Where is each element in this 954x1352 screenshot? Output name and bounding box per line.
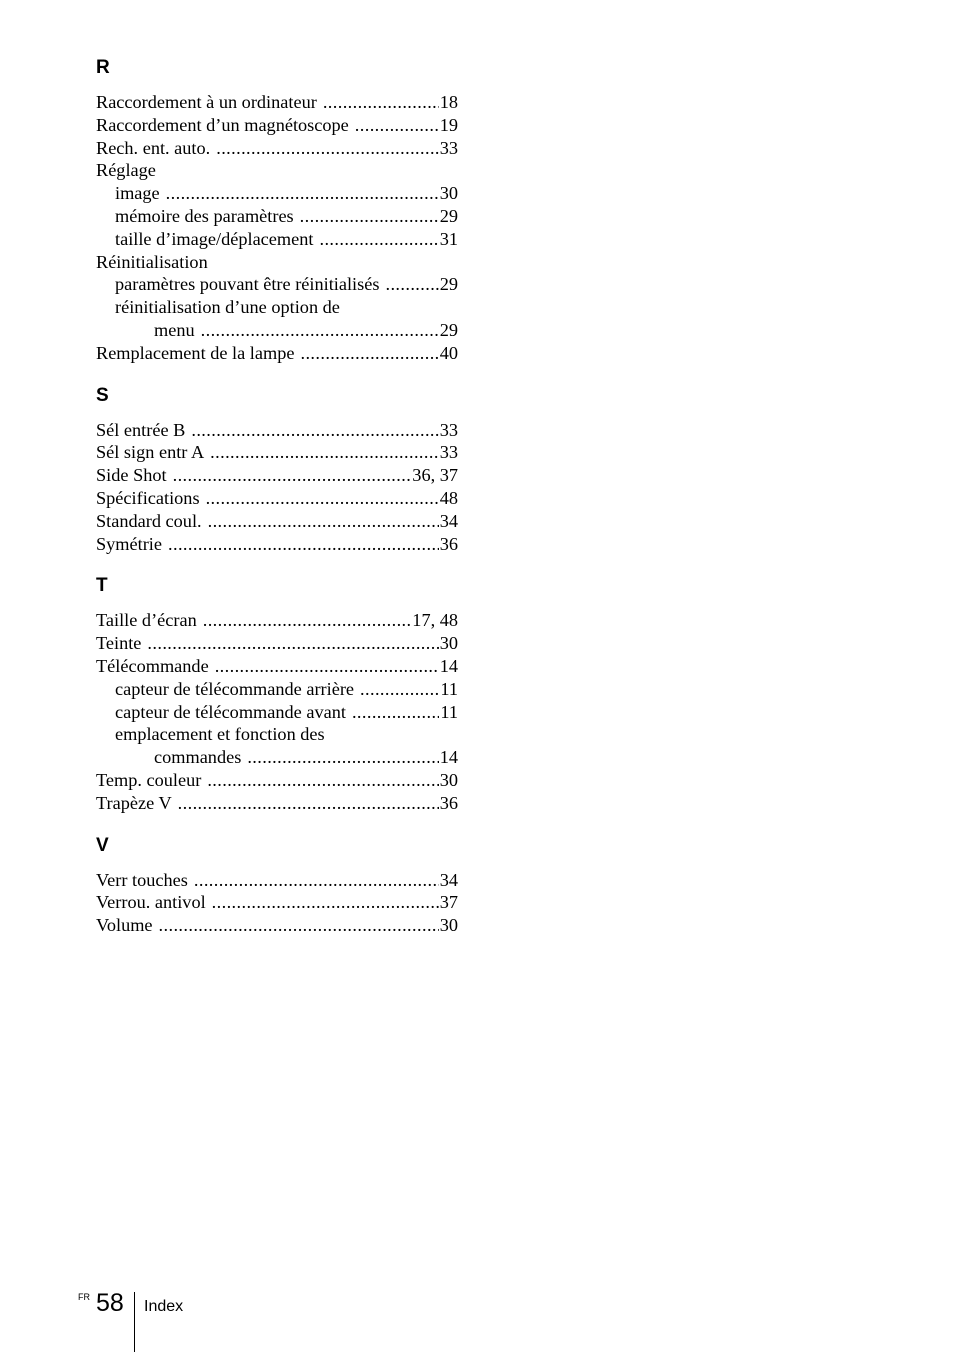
entry-label: Temp. couleur <box>96 769 202 790</box>
entry-page-number: 17, 48 <box>412 610 458 631</box>
index-entry <box>96 114 458 137</box>
entry-label: Raccordement à un ordinateur <box>96 92 317 112</box>
index-entry <box>96 792 458 815</box>
entry-label: Volume <box>96 915 153 936</box>
index-entry <box>96 251 458 274</box>
section-entries <box>96 419 458 556</box>
footer-section-name: Index <box>144 1298 184 1315</box>
index-entry <box>96 678 458 701</box>
dot-leader <box>173 464 412 487</box>
section-entries <box>96 609 458 814</box>
entry-label: Rech. ent. auto. <box>96 137 211 158</box>
entry-page-number: 11 <box>440 678 458 699</box>
index-entry <box>96 205 458 228</box>
dot-leader <box>208 510 439 533</box>
entry-label: réinitialisation d’une option de <box>115 297 340 318</box>
entry-label: Sél sign entr A <box>96 442 205 463</box>
entry-page-number: 40 <box>439 342 458 363</box>
index-entry <box>96 655 458 678</box>
entry-page-number: 14 <box>439 655 458 676</box>
entry-label: capteur de télécommande avant <box>115 701 346 722</box>
dot-leader <box>212 891 439 914</box>
entry-page-number: 30 <box>439 633 458 654</box>
dot-leader <box>216 137 438 160</box>
index-entry <box>96 464 458 487</box>
entry-label: Side Shot <box>96 465 167 486</box>
index-section-s <box>96 384 458 556</box>
index-entry <box>96 137 458 160</box>
index-entry <box>96 342 458 365</box>
entry-label: Réglage <box>96 160 156 181</box>
index-entry <box>96 746 458 769</box>
entry-page-number: 36 <box>439 533 458 554</box>
entry-label: Verrou. antivol <box>96 892 206 913</box>
dot-leader <box>210 441 439 464</box>
entry-label: image <box>115 183 160 204</box>
dot-leader <box>194 869 439 892</box>
dot-leader <box>203 609 412 632</box>
index-entry <box>96 228 458 251</box>
dot-leader <box>385 273 438 296</box>
entry-label: Symétrie <box>96 533 163 554</box>
entry-label: Raccordement d’un magnétoscope <box>96 114 349 135</box>
entry-label: Sél entrée B <box>96 419 186 440</box>
entry-page-number: 33 <box>439 419 458 440</box>
dot-leader <box>300 205 439 228</box>
index-section-t <box>96 574 458 814</box>
index-section-r <box>96 56 458 365</box>
entry-page-number: 33 <box>439 137 458 158</box>
index-column <box>96 56 458 956</box>
language-code: FR <box>78 1292 90 1302</box>
dot-leader <box>147 632 438 655</box>
index-entry <box>96 319 458 342</box>
entry-page-number: 18 <box>439 92 458 112</box>
section-letter: S <box>96 384 109 406</box>
entry-page-number: 48 <box>439 487 458 508</box>
entry-label: Spécifications <box>96 487 200 508</box>
index-entry <box>96 487 458 510</box>
dot-leader <box>300 342 438 365</box>
index-entry <box>96 159 458 182</box>
index-entry <box>96 91 458 114</box>
dot-leader <box>178 792 439 815</box>
entry-label: paramètres pouvant être réinitialisés <box>115 274 380 295</box>
index-entry <box>96 632 458 655</box>
entry-label: Taille d’écran <box>96 610 197 631</box>
entry-page-number: 36 <box>439 792 458 813</box>
dot-leader <box>159 914 439 937</box>
entry-label: commandes <box>154 747 242 768</box>
dot-leader <box>191 419 438 442</box>
entry-page-number: 29 <box>439 319 458 340</box>
index-entry <box>96 533 458 556</box>
entry-label: Standard coul. <box>96 510 202 531</box>
section-letter: T <box>96 575 108 597</box>
dot-leader <box>247 746 438 769</box>
entry-page-number: 14 <box>439 747 458 768</box>
index-entry <box>96 296 458 319</box>
dot-leader <box>352 701 439 724</box>
index-section-v <box>96 834 458 937</box>
index-entry <box>96 273 458 296</box>
dot-leader <box>355 114 439 137</box>
entry-page-number: 34 <box>439 869 458 890</box>
dot-leader <box>215 655 439 678</box>
entry-page-number: 30 <box>439 769 458 790</box>
index-entry <box>96 723 458 746</box>
index-entry <box>96 609 458 632</box>
dot-leader <box>319 228 438 251</box>
section-entries <box>96 91 458 365</box>
index-entry <box>96 510 458 533</box>
entry-label: Trapèze V <box>96 792 172 813</box>
entry-page-number: 11 <box>440 701 458 722</box>
dot-leader <box>201 319 439 342</box>
entry-page-number: 30 <box>439 915 458 936</box>
entry-page-number: 31 <box>439 228 458 249</box>
entry-page-number: 29 <box>439 274 458 295</box>
dot-leader <box>166 182 439 205</box>
index-entry <box>96 182 458 205</box>
dot-leader <box>206 487 439 510</box>
entry-page-number: 34 <box>439 510 458 531</box>
entry-label: Verr touches <box>96 869 188 890</box>
dot-leader <box>168 533 439 556</box>
index-entry <box>96 869 458 892</box>
entry-label: Télécommande <box>96 655 209 676</box>
section-letter: V <box>96 834 109 856</box>
entry-label: Réinitialisation <box>96 251 208 272</box>
page-footer <box>0 1286 954 1352</box>
entry-page-number: 29 <box>439 205 458 226</box>
entry-page-number: 30 <box>439 183 458 204</box>
entry-label: mémoire des paramètres <box>115 205 294 226</box>
entry-page-number: 37 <box>439 892 458 913</box>
index-entry <box>96 441 458 464</box>
entry-label: menu <box>154 319 195 340</box>
index-entry <box>96 419 458 442</box>
footer-divider <box>134 1292 135 1352</box>
dot-leader <box>323 91 439 114</box>
page-number: 58 <box>96 1289 124 1317</box>
entry-label: Remplacement de la lampe <box>96 342 295 363</box>
entry-label: taille d’image/déplacement <box>115 228 314 249</box>
index-entry <box>96 891 458 914</box>
dot-leader <box>207 769 438 792</box>
entry-page-number: 33 <box>439 442 458 463</box>
entry-label: emplacement et fonction des <box>115 724 325 745</box>
index-entry <box>96 769 458 792</box>
section-letter: R <box>96 57 110 78</box>
section-entries <box>96 869 458 937</box>
entry-label: capteur de télécommande arrière <box>115 678 355 699</box>
index-entry <box>96 914 458 937</box>
index-entry <box>96 701 458 724</box>
entry-page-number: 19 <box>439 114 458 135</box>
dot-leader <box>360 678 439 701</box>
entry-page-number: 36, 37 <box>412 465 458 486</box>
entry-label: Teinte <box>96 633 142 654</box>
